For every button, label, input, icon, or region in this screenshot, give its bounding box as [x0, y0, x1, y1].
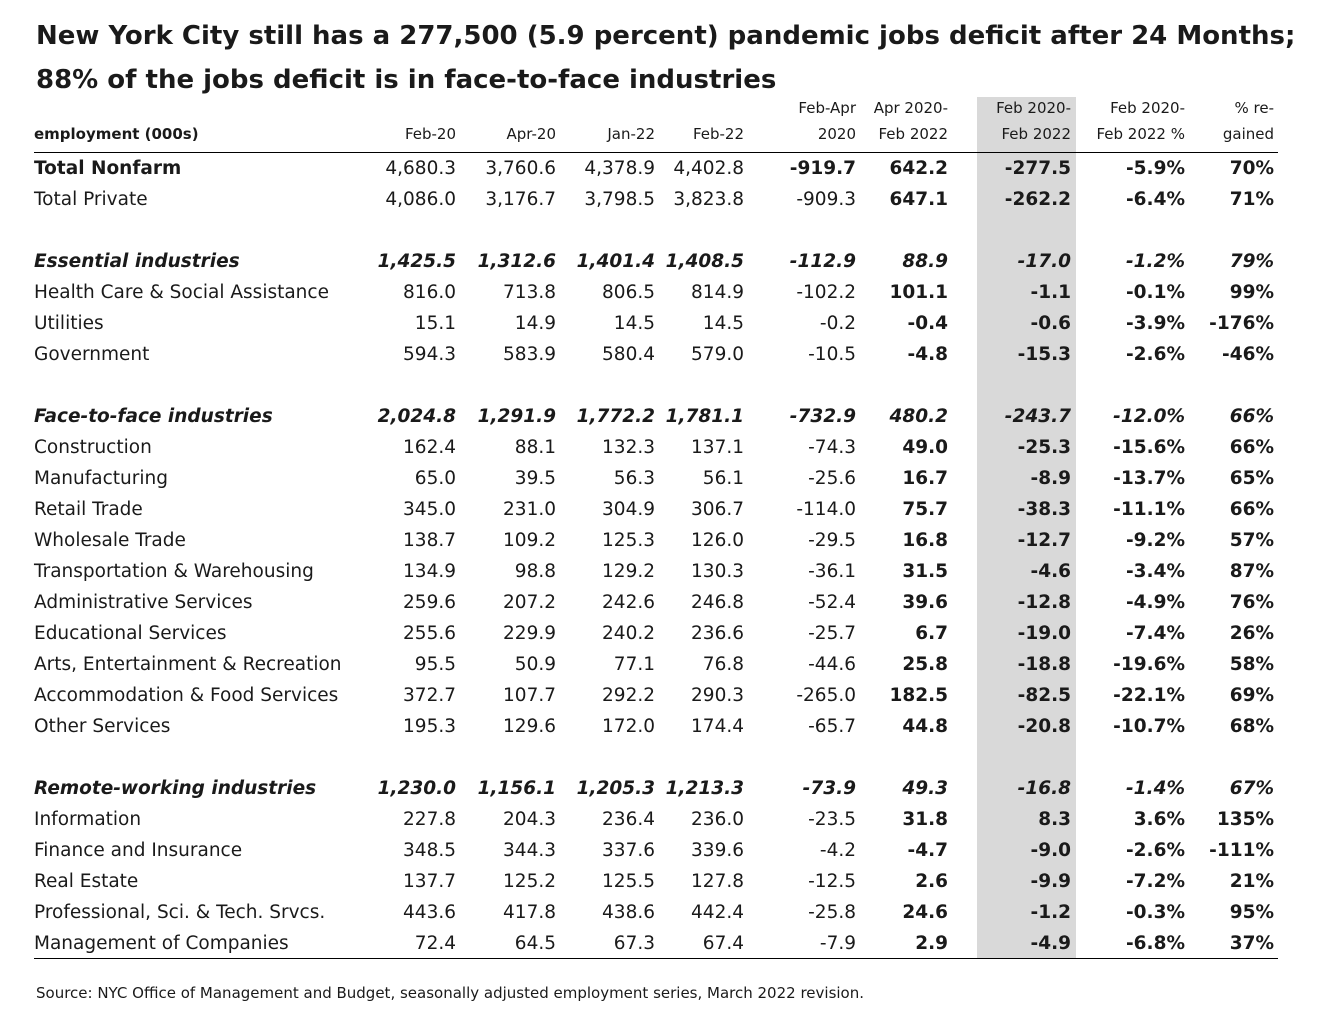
table-cell: 44.8 — [902, 716, 948, 737]
table-cell: -73.9 — [802, 778, 856, 799]
table-cell: 1,230.0 — [377, 778, 456, 799]
table-cell: 372.7 — [403, 685, 456, 706]
row-label: Face-to-face industries — [34, 406, 273, 427]
table-cell: 37% — [1229, 933, 1274, 954]
table-cell: 39.6 — [902, 592, 948, 613]
table-cell: -12.0% — [1113, 406, 1185, 427]
table-row — [34, 618, 1278, 649]
title-line-2: 88% of the jobs deficit is in face-to-face industries — [36, 65, 777, 95]
table-cell: 58% — [1229, 654, 1274, 675]
column-header-line-2: Apr-20 — [506, 125, 556, 143]
table-cell: 1,772.2 — [576, 406, 655, 427]
table-cell: 57% — [1229, 530, 1274, 551]
table-cell: -25.7 — [808, 623, 856, 644]
table-cell: 49.3 — [902, 778, 948, 799]
table-cell: 125.3 — [602, 530, 655, 551]
table-cell: 39.5 — [514, 468, 556, 489]
row-label: Real Estate — [34, 871, 139, 892]
table-cell: -7.9 — [819, 933, 856, 954]
table-row — [34, 525, 1278, 556]
table-cell: -111% — [1209, 840, 1274, 861]
table-cell: -0.1% — [1126, 282, 1185, 303]
table-cell: 21% — [1229, 871, 1274, 892]
table-cell: 65% — [1229, 468, 1274, 489]
table-cell: -6.4% — [1126, 189, 1185, 210]
table-cell: -102.2 — [796, 282, 856, 303]
table-cell: -6.8% — [1126, 933, 1185, 954]
table-row — [34, 897, 1278, 928]
table-cell: 3.6% — [1133, 809, 1185, 830]
row-label: Transportation & Warehousing — [34, 561, 314, 582]
table-cell: 66% — [1229, 437, 1274, 458]
table-cell: 348.5 — [403, 840, 456, 861]
table-cell: 1,156.1 — [477, 778, 556, 799]
row-label: Accommodation & Food Services — [34, 685, 339, 706]
row-label: Educational Services — [34, 623, 227, 644]
table-cell: 292.2 — [602, 685, 655, 706]
table-row — [34, 928, 1278, 959]
table-cell: 306.7 — [691, 499, 744, 520]
table-cell: -52.4 — [808, 592, 856, 613]
table-cell: -4.7 — [907, 840, 948, 861]
table-cell: 304.9 — [602, 499, 655, 520]
table-cell: 98.8 — [514, 561, 556, 582]
table-cell: 76.8 — [702, 654, 744, 675]
spacer-row — [34, 370, 1278, 401]
column-header — [1223, 95, 1274, 147]
table-cell: 70% — [1229, 158, 1274, 179]
table-cell: -23.5 — [808, 809, 856, 830]
table-cell: -732.9 — [789, 406, 856, 427]
table-cell: 231.0 — [503, 499, 556, 520]
table-cell: 236.0 — [691, 809, 744, 830]
table-cell: 16.8 — [902, 530, 948, 551]
table-row — [34, 463, 1278, 494]
table-cell: 236.4 — [602, 809, 655, 830]
table-cell: 172.0 — [602, 716, 655, 737]
table-cell: 240.2 — [602, 623, 655, 644]
table-cell: -46% — [1222, 344, 1274, 365]
table-cell: 417.8 — [503, 902, 556, 923]
table-cell: -25.8 — [808, 902, 856, 923]
table-bottom-rule — [34, 958, 1278, 959]
table-cell: 130.3 — [691, 561, 744, 582]
table-cell: 15.1 — [414, 313, 456, 334]
table-cell: 344.3 — [503, 840, 556, 861]
row-label: Management of Companies — [34, 933, 289, 954]
table-cell: 67.3 — [613, 933, 655, 954]
table-cell: -8.9 — [1030, 468, 1071, 489]
column-header-line-1 — [607, 95, 655, 121]
table-cell: -1.4% — [1126, 778, 1185, 799]
column-header-line-2: Feb 2022 % — [1096, 125, 1185, 143]
row-label: Retail Trade — [34, 499, 143, 520]
table-cell: 337.6 — [602, 840, 655, 861]
table-cell: 75.7 — [902, 499, 948, 520]
table-cell: 31.8 — [902, 809, 948, 830]
table-cell: 1,291.9 — [477, 406, 556, 427]
row-label: Government — [34, 344, 150, 365]
table-row — [34, 184, 1278, 215]
table-cell: 77.1 — [613, 654, 655, 675]
table-cell: 101.1 — [889, 282, 948, 303]
table-cell: 14.9 — [514, 313, 556, 334]
table-cell: -25.3 — [1017, 437, 1071, 458]
table-cell: -7.4% — [1126, 623, 1185, 644]
table-cell: 480.2 — [889, 406, 948, 427]
table-cell: 26% — [1229, 623, 1274, 644]
column-header — [34, 95, 199, 147]
table-cell: -243.7 — [1004, 406, 1071, 427]
table-cell: 438.6 — [602, 902, 655, 923]
table-cell: -15.6% — [1113, 437, 1185, 458]
table-cell: -74.3 — [808, 437, 856, 458]
row-label: Health Care & Social Assistance — [34, 282, 329, 303]
table-cell: 1,312.6 — [477, 251, 556, 272]
table-cell: 88.9 — [902, 251, 948, 272]
table-cell: 579.0 — [691, 344, 744, 365]
table-cell: 443.6 — [403, 902, 456, 923]
table-cell: 2,024.8 — [377, 406, 456, 427]
table-cell: -0.2 — [819, 313, 856, 334]
table-cell: 126.0 — [691, 530, 744, 551]
table-cell: 816.0 — [403, 282, 456, 303]
table-cell: 132.3 — [602, 437, 655, 458]
table-cell: 125.2 — [503, 871, 556, 892]
table-cell: -176% — [1209, 313, 1274, 334]
column-header-line-1: Feb 2020- — [996, 99, 1071, 117]
column-header — [996, 95, 1071, 147]
column-header-line-1: Feb-Apr — [798, 99, 856, 117]
column-header — [405, 95, 456, 147]
table-cell: 1,205.3 — [576, 778, 655, 799]
table-cell: 14.5 — [702, 313, 744, 334]
table-cell: -277.5 — [1004, 158, 1071, 179]
row-label: Finance and Insurance — [34, 840, 243, 861]
table-cell: -12.8 — [1017, 592, 1071, 613]
table-row — [34, 432, 1278, 463]
table-cell: -919.7 — [789, 158, 856, 179]
table-cell: -9.0 — [1030, 840, 1071, 861]
table-cell: -17.0 — [1017, 251, 1071, 272]
column-header — [607, 95, 655, 147]
table-cell: 3,798.5 — [584, 189, 655, 210]
table-row — [34, 835, 1278, 866]
table-row — [34, 680, 1278, 711]
column-header-line-2: Feb 2022 — [878, 125, 948, 143]
column-header-line-2: gained — [1222, 125, 1274, 143]
table-cell: 713.8 — [503, 282, 556, 303]
table-cell: 339.6 — [691, 840, 744, 861]
table-cell: -25.6 — [808, 468, 856, 489]
column-header-line-1 — [693, 95, 744, 121]
table-cell: -112.9 — [789, 251, 856, 272]
column-header — [798, 95, 856, 147]
table-cell: -29.5 — [808, 530, 856, 551]
table-cell: 31.5 — [902, 561, 948, 582]
table-cell: -19.6% — [1113, 654, 1185, 675]
group-row — [34, 773, 1278, 804]
table-cell: -82.5 — [1017, 685, 1071, 706]
table-cell: 99% — [1229, 282, 1274, 303]
table-cell: -19.0 — [1017, 623, 1071, 644]
table-cell: 107.7 — [503, 685, 556, 706]
table-cell: -5.9% — [1126, 158, 1185, 179]
column-header-line-2: Jan-22 — [607, 125, 655, 143]
table-row — [34, 587, 1278, 618]
table-cell: -13.7% — [1113, 468, 1185, 489]
table-cell: -9.2% — [1126, 530, 1185, 551]
table-cell: 129.2 — [602, 561, 655, 582]
row-label: Professional, Sci. & Tech. Srvcs. — [34, 902, 326, 923]
table-cell: 66% — [1229, 406, 1274, 427]
table-row — [34, 556, 1278, 587]
table-cell: 204.3 — [503, 809, 556, 830]
group-row — [34, 401, 1278, 432]
table-cell: 79% — [1229, 251, 1274, 272]
table-row — [34, 153, 1278, 184]
table-cell: 4,680.3 — [385, 158, 456, 179]
table-cell: 242.6 — [602, 592, 655, 613]
table-cell: 88.1 — [514, 437, 556, 458]
table-row — [34, 494, 1278, 525]
row-label: Information — [34, 809, 142, 830]
table-row — [34, 711, 1278, 742]
table-cell: -4.6 — [1030, 561, 1071, 582]
table-cell: -4.8 — [907, 344, 948, 365]
table-cell: 65.0 — [414, 468, 456, 489]
table-cell: -4.9 — [1030, 933, 1071, 954]
table-cell: 137.1 — [691, 437, 744, 458]
title-line-1: New York City still has a 277,500 (5.9 percent) pandemic jobs deficit after 24 Months; — [36, 21, 1296, 51]
table-cell: -1.2% — [1126, 251, 1185, 272]
table-cell: 1,781.1 — [665, 406, 744, 427]
table-cell: 56.3 — [613, 468, 655, 489]
table-cell: 134.9 — [403, 561, 456, 582]
column-header — [874, 95, 948, 147]
table-cell: -10.7% — [1113, 716, 1185, 737]
column-header-line-1 — [405, 95, 456, 121]
row-label: Remote-working industries — [34, 778, 317, 799]
table-row — [34, 866, 1278, 897]
table-cell: -0.6 — [1030, 313, 1071, 334]
table-cell: -2.6% — [1126, 344, 1185, 365]
table-cell: -0.3% — [1126, 902, 1185, 923]
table-cell: 135% — [1216, 809, 1274, 830]
column-header — [1096, 95, 1185, 147]
table-cell: -9.9 — [1030, 871, 1071, 892]
table-row — [34, 308, 1278, 339]
table-row — [34, 649, 1278, 680]
row-label: Manufacturing — [34, 468, 168, 489]
spacer-row — [34, 215, 1278, 246]
table-cell: 24.6 — [902, 902, 948, 923]
table-cell: 138.7 — [403, 530, 456, 551]
table-cell: -2.6% — [1126, 840, 1185, 861]
table-cell: -4.9% — [1126, 592, 1185, 613]
table-cell: 345.0 — [403, 499, 456, 520]
column-header-line-2: employment (000s) — [34, 125, 199, 143]
table-cell: 127.8 — [691, 871, 744, 892]
table-row — [34, 339, 1278, 370]
table-cell: 125.5 — [602, 871, 655, 892]
table-cell: 229.9 — [503, 623, 556, 644]
column-header-line-1: % re- — [1234, 99, 1274, 117]
table-cell: 246.8 — [691, 592, 744, 613]
table-cell: 95% — [1229, 902, 1274, 923]
table-cell: 290.3 — [691, 685, 744, 706]
table-cell: 1,401.4 — [576, 251, 655, 272]
table-cell: -11.1% — [1113, 499, 1185, 520]
spacer-row — [34, 742, 1278, 773]
table-cell: 4,402.8 — [673, 158, 744, 179]
table-cell: -12.5 — [808, 871, 856, 892]
table-cell: -10.5 — [808, 344, 856, 365]
table-cell: 207.2 — [503, 592, 556, 613]
table-cell: 109.2 — [503, 530, 556, 551]
table-cell: 236.6 — [691, 623, 744, 644]
column-header — [693, 95, 744, 147]
table-cell: 95.5 — [414, 654, 456, 675]
table-cell: 227.8 — [403, 809, 456, 830]
table-cell: 76% — [1229, 592, 1274, 613]
table-cell: 580.4 — [602, 344, 655, 365]
table-cell: -262.2 — [1004, 189, 1071, 210]
table-cell: -18.8 — [1017, 654, 1071, 675]
table-cell: 69% — [1229, 685, 1274, 706]
row-label: Other Services — [34, 716, 171, 737]
table-cell: -15.3 — [1017, 344, 1071, 365]
column-header-line-1: Feb 2020- — [1110, 99, 1185, 117]
table-cell: 2.6 — [915, 871, 948, 892]
table-cell: 182.5 — [889, 685, 948, 706]
source-note: Source: NYC Office of Management and Budget, seasonally adjusted employment series, March 2022 revision. — [36, 984, 865, 1002]
table-cell: 594.3 — [403, 344, 456, 365]
table-cell: 72.4 — [414, 933, 456, 954]
column-header-line-1 — [507, 95, 557, 121]
row-label: Total Nonfarm — [34, 158, 182, 179]
table-cell: -20.8 — [1017, 716, 1071, 737]
table-cell: 814.9 — [691, 282, 744, 303]
table-cell: 67.4 — [702, 933, 744, 954]
column-header — [507, 95, 557, 147]
row-label: Essential industries — [34, 251, 240, 272]
table-cell: 4,086.0 — [385, 189, 456, 210]
table-cell: 49.0 — [902, 437, 948, 458]
table-cell: 137.7 — [403, 871, 456, 892]
table-cell: 806.5 — [602, 282, 655, 303]
table-cell: 8.3 — [1038, 809, 1071, 830]
table-cell: -7.2% — [1126, 871, 1185, 892]
table-cell: 3,176.7 — [485, 189, 556, 210]
table-cell: -16.8 — [1017, 778, 1071, 799]
row-label: Total Private — [34, 189, 148, 210]
table-cell: 50.9 — [514, 654, 556, 675]
column-header-line-2: 2020 — [817, 125, 856, 143]
row-label: Wholesale Trade — [34, 530, 186, 551]
table-cell: -1.1 — [1030, 282, 1071, 303]
table-row — [34, 277, 1278, 308]
column-header-line-1 — [34, 95, 199, 121]
table-cell: -114.0 — [796, 499, 856, 520]
table-cell: 16.7 — [902, 468, 948, 489]
table-cell: 174.4 — [691, 716, 744, 737]
table-cell: 1,213.3 — [665, 778, 744, 799]
table-cell: -44.6 — [808, 654, 856, 675]
table-cell: 87% — [1229, 561, 1274, 582]
table-cell: 255.6 — [403, 623, 456, 644]
table-cell: -65.7 — [808, 716, 856, 737]
table-cell: 647.1 — [889, 189, 948, 210]
table-cell: 642.2 — [889, 158, 948, 179]
table-cell: -22.1% — [1113, 685, 1185, 706]
table-cell: 56.1 — [702, 468, 744, 489]
column-header-line-1: Apr 2020- — [873, 99, 948, 117]
table-cell: 583.9 — [503, 344, 556, 365]
table-cell: -265.0 — [796, 685, 856, 706]
table-cell: 195.3 — [403, 716, 456, 737]
column-header-line-2: Feb-20 — [404, 125, 456, 143]
table-cell: 2.9 — [915, 933, 948, 954]
table-cell: 64.5 — [514, 933, 556, 954]
table-cell: -909.3 — [796, 189, 856, 210]
table-cell: 4,378.9 — [584, 158, 655, 179]
table-row — [34, 804, 1278, 835]
table-cell: 442.4 — [691, 902, 744, 923]
column-header-line-2: Feb-22 — [692, 125, 744, 143]
header-row — [34, 97, 1278, 153]
table-cell: 25.8 — [902, 654, 948, 675]
table-cell: 68% — [1229, 716, 1274, 737]
table-cell: 14.5 — [613, 313, 655, 334]
table-cell: -0.4 — [907, 313, 948, 334]
table-cell: -12.7 — [1017, 530, 1071, 551]
row-label: Administrative Services — [34, 592, 253, 613]
group-row — [34, 246, 1278, 277]
table-cell: 129.6 — [503, 716, 556, 737]
table-cell: -38.3 — [1017, 499, 1071, 520]
row-label: Construction — [34, 437, 152, 458]
table-cell: 1,408.5 — [665, 251, 744, 272]
table-cell: 259.6 — [403, 592, 456, 613]
table-cell: -3.9% — [1126, 313, 1185, 334]
table-cell: -3.4% — [1126, 561, 1185, 582]
row-label: Utilities — [34, 313, 104, 334]
table-cell: 67% — [1229, 778, 1274, 799]
table-cell: 66% — [1229, 499, 1274, 520]
table-cell: 6.7 — [915, 623, 948, 644]
employment-table — [34, 97, 1278, 959]
table-cell: 3,823.8 — [673, 189, 744, 210]
table-cell: -4.2 — [819, 840, 856, 861]
table-cell: 1,425.5 — [377, 251, 456, 272]
column-header-line-2: Feb 2022 — [1001, 125, 1071, 143]
table-cell: 71% — [1229, 189, 1274, 210]
row-label: Arts, Entertainment & Recreation — [34, 654, 342, 675]
table-cell: 162.4 — [403, 437, 456, 458]
table-cell: -1.2 — [1030, 902, 1071, 923]
table-cell: 3,760.6 — [485, 158, 556, 179]
table-title — [36, 14, 1295, 102]
table-cell: -36.1 — [808, 561, 856, 582]
